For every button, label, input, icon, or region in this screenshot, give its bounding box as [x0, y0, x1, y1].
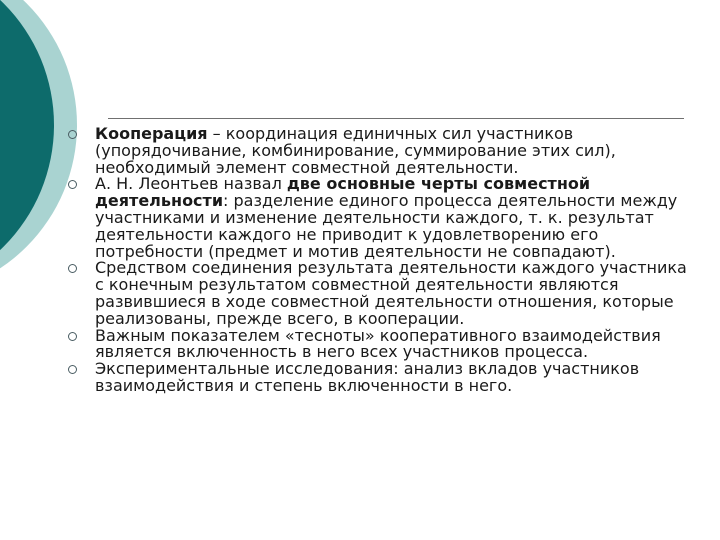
bullet-text: Экспериментальные исследования: анализ вкладов участников взаимодействия и степень включенности в него.	[95, 359, 640, 395]
bullet-text: Важным показателем «тесноты» кооперативного взаимодействия является включенность в него всех участников процесса.	[95, 325, 661, 362]
bullet-item	[68, 361, 698, 395]
bullet-text: Средством соединения результата деятельности каждого участника с конечным результатом совместной деятельности являются развившиеся в ходе совместной деятельности отношения, которые реализованы, прежде всего, в кооперации.	[95, 258, 687, 328]
bullet-text: : разделение единого процесса деятельности между участниками и изменение деятельности каждого, т. к. результат деятельности каждого не приводит к удовлетворению его потребности (предмет и мотив деятельности не совпадают).	[95, 191, 678, 261]
title-divider-line	[108, 118, 684, 119]
bullet-text: – координация единичных сил участников (упорядочивание, комбинирование, суммирование этих сил), необходимый элемент совместной деятельности.	[95, 124, 616, 177]
term-cooperation: Кооперация	[95, 124, 208, 143]
bullet-item	[68, 176, 698, 260]
hollow-circle-bullet-icon	[68, 332, 77, 341]
bullet-item	[68, 260, 698, 327]
term-two-features: две основные черты совместной деятельности	[95, 174, 591, 211]
hollow-circle-bullet-icon	[68, 130, 77, 139]
bullet-lead: А. Н. Леонтьев назвал	[95, 174, 287, 194]
bullet-item	[68, 325, 698, 362]
bullet-list	[68, 126, 698, 395]
hollow-circle-bullet-icon	[68, 264, 77, 273]
bullet-item	[68, 126, 698, 176]
hollow-circle-bullet-icon	[68, 180, 77, 189]
hollow-circle-bullet-icon	[68, 365, 77, 374]
